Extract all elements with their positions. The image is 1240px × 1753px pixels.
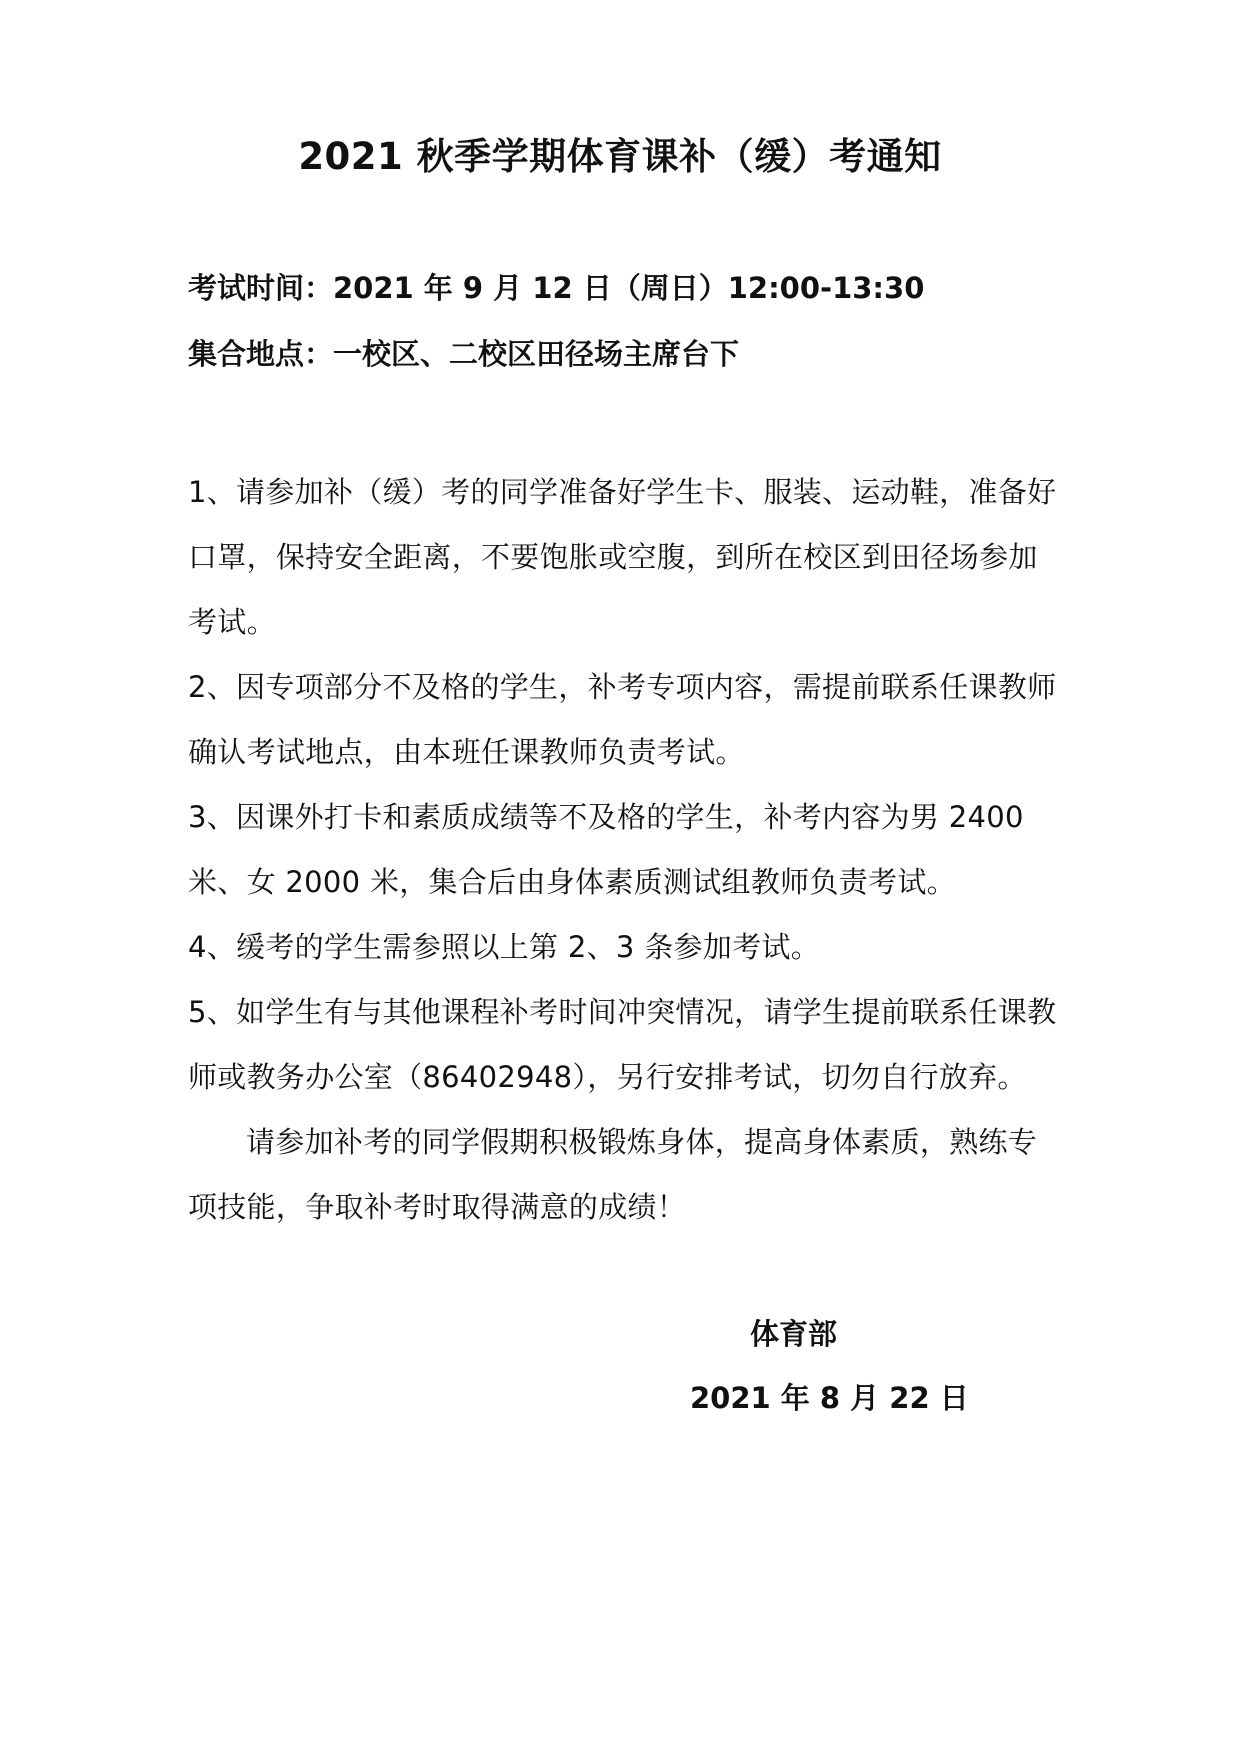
signature-department: 体育部: [750, 1317, 838, 1351]
notice-body: [188, 460, 1058, 1240]
notice-item-4: 4、缓考的学生需参照以上第 2、3 条参加考试。: [188, 930, 820, 964]
notice-item-1: 1、请参加补（缓）考的同学准备好学生卡、服装、运动鞋，准备好口罩，保持安全距离，不要饱胀或空腹，到所在校区到田径场参加考试。: [188, 475, 1057, 639]
notice-item-2: 2、因专项部分不及格的学生，补考专项内容，需提前联系任课教师确认考试地点，由本班任课教师负责考试。: [188, 670, 1057, 769]
closing-paragraph: 请参加补考的同学假期积极锻炼身体，提高身体素质，熟练专项技能，争取补考时取得满意的成绩！: [188, 1125, 1038, 1224]
exam-time: 考试时间：2021 年 9 月 12 日（周日）12:00-13:30: [188, 271, 925, 305]
notice-item-5: 5、如学生有与其他课程补考时间冲突情况，请学生提前联系任课教师或教务办公室（86402948），另行安排考试，切勿自行放弃。: [188, 995, 1057, 1094]
meeting-place: 集合地点：一校区、二校区田径场主席台下: [188, 337, 740, 371]
notice-item-3: 3、因课外打卡和素质成绩等不及格的学生，补考内容为男 2400 米、女 2000 米，集合后由身体素质测试组教师负责考试。: [188, 800, 1024, 899]
signature-date: 2021 年 8 月 22 日: [690, 1381, 969, 1415]
document-title: 2021 秋季学期体育课补（缓）考通知: [298, 135, 942, 178]
